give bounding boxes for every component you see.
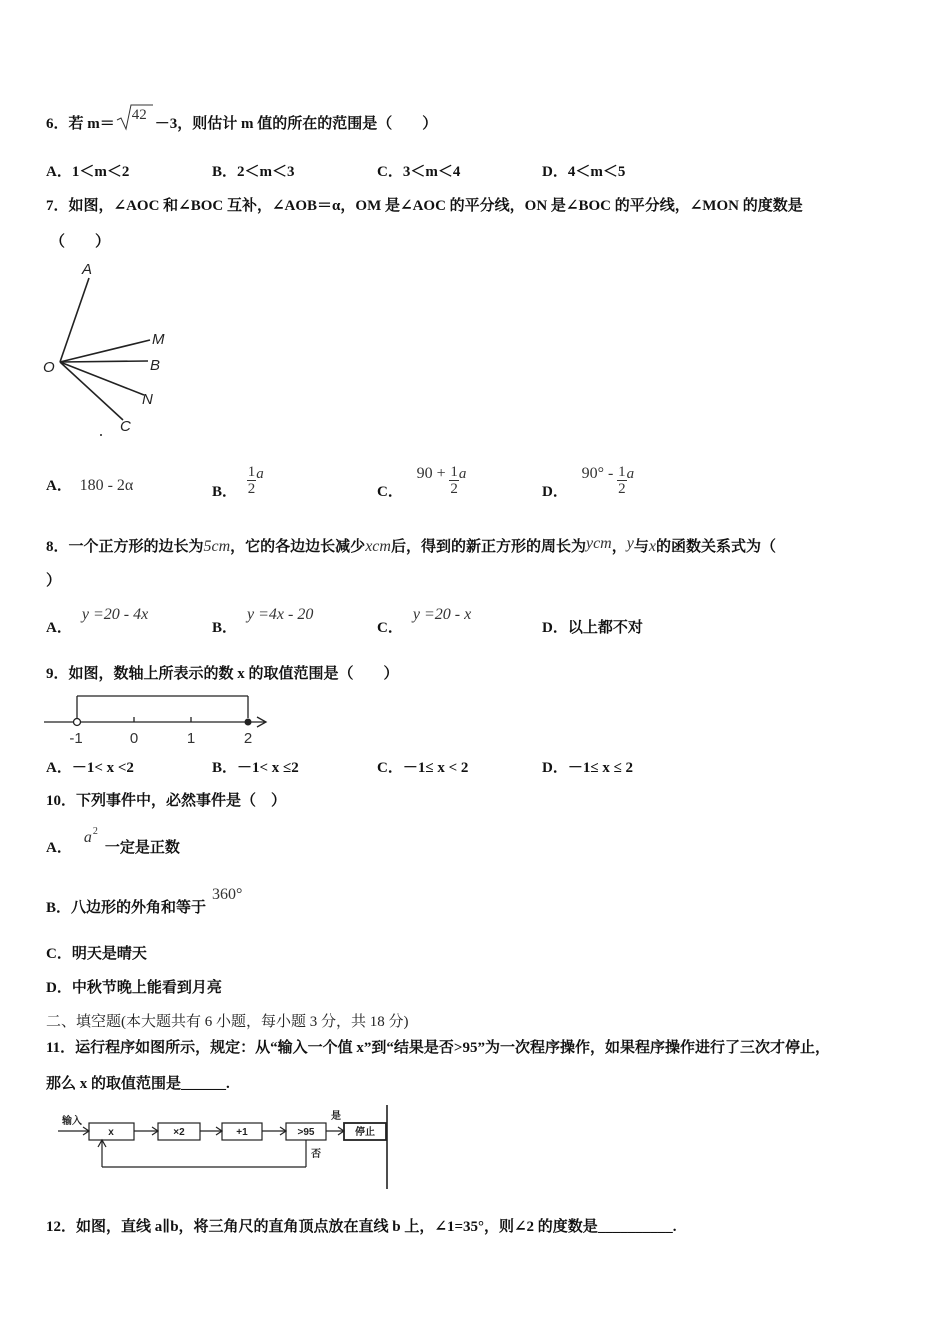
q7-option-b: B． $\frac{1}{2}$ a [212, 464, 264, 500]
sqrt-radicand: 42 [131, 107, 147, 123]
flow-no-label: 否 [311, 1149, 321, 1160]
ray-oc [60, 362, 123, 420]
q7-option-d: D． 90° - $\frac{1}{2}$ a [542, 464, 635, 500]
q9-option-c: C．－1≤ x < 2 [377, 760, 469, 776]
q11-stem-line1: 11．运行程序如图所示，规定：从“输入一个值 x”到“结果是否>95”为一次程序操作，如果程序操作进行了三次才停止， [46, 1040, 830, 1056]
svg-text:>95: >95 [297, 1127, 315, 1138]
q7-stem-line1: 7．如图，∠AOC 和∠BOC 互补，∠AOB＝α，OM 是∠AOC 的平分线，ON 是∠BOC 的平分线，∠MON 的度数是 [46, 198, 803, 214]
ray-om [60, 340, 150, 362]
svg-text:×2: ×2 [173, 1127, 185, 1138]
label-n: N [142, 391, 153, 408]
q10-option-d: D．中秋节晚上能看到月亮 [46, 980, 222, 996]
closed-dot [245, 719, 252, 726]
label-m: M [152, 331, 165, 348]
q11-flowchart [46, 1103, 396, 1193]
label-o: O [43, 359, 55, 376]
q9-stem: 9．如图，数轴上所表示的数 x 的取值范围是（ ） [46, 666, 399, 682]
q8-stem-line2: ） [46, 573, 62, 589]
svg-text:+1: +1 [236, 1127, 248, 1138]
q8-option-d: D．以上都不对 [542, 620, 643, 636]
q6-option-c: C．3＜m＜4 [377, 164, 461, 180]
q7-angle-figure [40, 258, 190, 443]
q10-option-a: A．$a^2$一定是正数 [46, 826, 180, 856]
q7-option-a: A． 180 - 2α [46, 477, 134, 494]
ray-on [60, 362, 144, 395]
flow-input-label: 输入 [62, 1116, 82, 1127]
q11-stem-line2: 那么 x 的取值范围是______. [46, 1076, 230, 1092]
ray-ob [60, 361, 148, 362]
label-b: B [150, 357, 161, 374]
q6-option-b: B．2＜m＜3 [212, 164, 295, 180]
flow-yes-label: 是 [331, 1111, 341, 1122]
q9-number-line [40, 690, 280, 750]
q6-option-d: D．4＜m＜5 [542, 164, 626, 180]
q7-stem-line2: （ ） [50, 234, 111, 250]
fraction-one-half: $\frac{1}{2}$ [450, 464, 458, 498]
q9-option-d: D．－1≤ x ≤ 2 [542, 760, 634, 776]
section-heading: 二、填空题(本大题共有 6 小题，每小题 3 分，共 18 分) [46, 1014, 409, 1030]
tick-label: 2 [243, 730, 253, 747]
q9-option-a: A．－1< x <2 [46, 760, 134, 776]
fraction-one-half: $\frac{1}{2}$ [247, 464, 256, 498]
q7-option-a-expr: 180 - 2α [79, 477, 134, 494]
q8-option-a: A．y =20 - 4x [46, 606, 149, 636]
q8-option-b: B．y =4x - 20 [212, 606, 314, 636]
label-a: A [82, 261, 93, 278]
q9-option-b: B．－1< x ≤2 [212, 760, 299, 776]
tick-label: -1 [69, 730, 83, 747]
fraction-one-half: $\frac{1}{2}$ [618, 464, 626, 498]
q6-option-a: A．1＜m＜2 [46, 164, 130, 180]
svg-text:x: x [108, 1127, 114, 1138]
q7-option-c: C． 90 + $\frac{1}{2}$ a [377, 464, 467, 500]
label-c: C [120, 418, 131, 435]
open-dot [74, 719, 81, 726]
tick-label: 0 [129, 730, 139, 747]
tick-label: 1 [186, 730, 196, 747]
q10-stem: 10．下列事件中，必然事件是（ ） [46, 793, 287, 809]
svg-text:停止: 停止 [355, 1127, 375, 1138]
q12-stem: 12．如图，直线 a∥b，将三角尺的直角顶点放在直线 b 上，∠1=35°，则∠2 的度数是__________. [46, 1219, 677, 1235]
q8-option-c: C．y =20 - x [377, 606, 472, 636]
q10-option-c: C．明天是晴天 [46, 946, 147, 962]
sqrt-expression [115, 107, 155, 134]
q8-stem-line1: 8．一个正方形的边长为5cm，它的各边边长减少xcm后，得到的新正方形的周长为ycm，y与x的函数关系式为（ [46, 535, 776, 555]
q10-option-b: B．八边形的外角和等于360° [46, 886, 243, 916]
q6-stem: 6．若 m＝ 42 －3，则估计 m 值的所在的范围是（ ） [46, 107, 438, 132]
ray-oa [60, 278, 89, 362]
